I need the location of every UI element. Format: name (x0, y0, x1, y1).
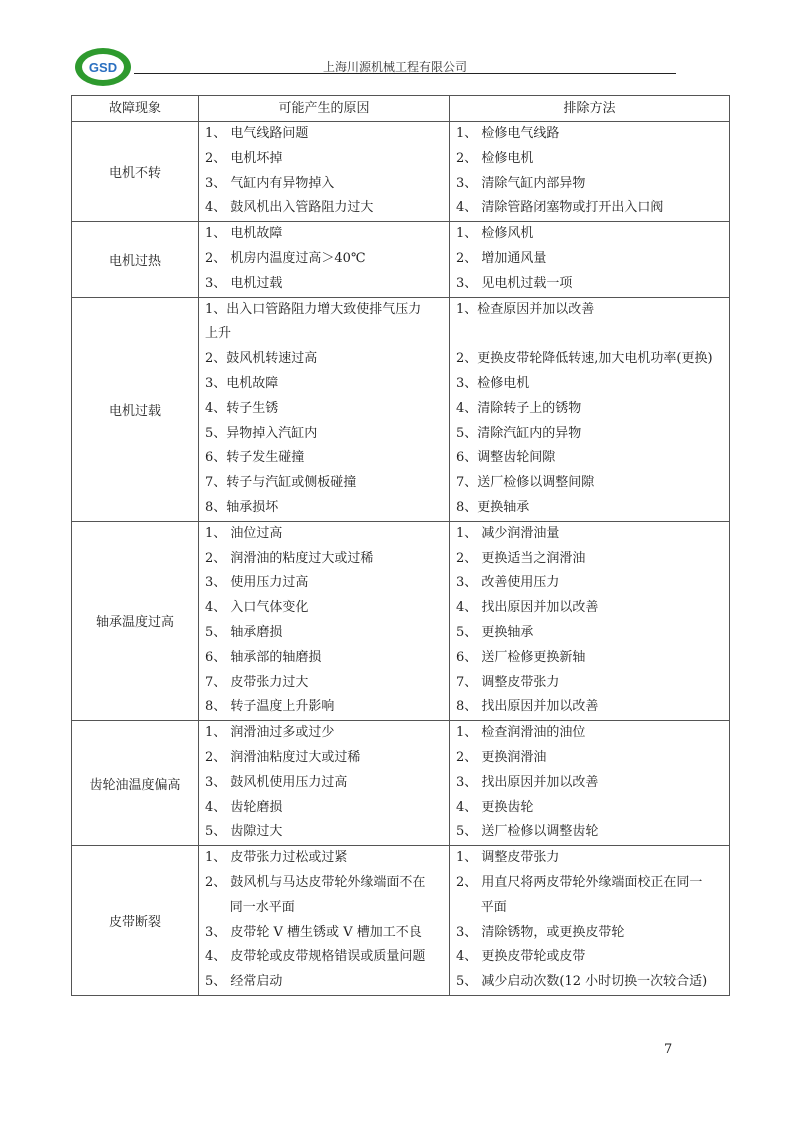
table-row (72, 721, 730, 846)
cause-cell (199, 222, 450, 297)
cause-item: 6、 轴承部的轴磨损 (205, 649, 322, 665)
remedy-item: 7、 调整皮带张力 (456, 674, 560, 690)
remedy-item: 2、 更换适当之润滑油 (456, 550, 586, 566)
cause-item: 2、 润滑油的粘度过大或过稀 (205, 550, 374, 566)
remedy-item: 4、 更换皮带轮或皮带 (456, 949, 586, 965)
remedy-item: 5、 送厂检修以调整齿轮 (456, 824, 599, 840)
remedy-item: 3、 清除锈物，或更换皮带轮 (456, 924, 625, 940)
cause-cell (199, 122, 450, 222)
cause-cell (199, 521, 450, 720)
table-row (72, 222, 730, 297)
cause-item: 7、 皮带张力过大 (205, 674, 309, 690)
remedy-cell (450, 521, 730, 720)
remedy-item: 1、检查原因并加以改善 (456, 301, 595, 317)
remedy-item: 8、更换轴承 (456, 499, 530, 515)
cause-item: 3、 气缸内有异物掉入 (205, 175, 335, 191)
remedy-item: 1、 检查润滑油的油位 (456, 725, 586, 741)
remedy-item: 6、 送厂检修更换新轴 (456, 649, 586, 665)
cause-item: 2、 润滑油粘度过大或过稀 (205, 749, 361, 765)
remedy-item: 1、 检修电气线路 (456, 126, 560, 141)
cause-item: 2、 电机坏掉 (205, 150, 283, 166)
cause-cell (199, 297, 450, 521)
remedy-item: 5、 减少启动次数(12 小时切换一次较合适) (456, 974, 708, 990)
cause-item: 7、转子与汽缸或侧板碰撞 (205, 475, 357, 491)
cause-item: 4、 齿轮磨损 (205, 799, 283, 815)
remedy-item: 4、清除转子上的锈物 (456, 400, 582, 416)
symptom-cell: 电机不转 (72, 122, 199, 222)
remedy-item: 4、 清除管路闭塞物或打开出入口阀 (456, 200, 664, 216)
remedy-item: 3、检修电机 (456, 375, 530, 391)
cause-item: 2、鼓风机转速过高 (205, 351, 318, 367)
troubleshooting-table (71, 95, 730, 996)
remedy-item: 2、 检修电机 (456, 150, 534, 166)
header-rule (134, 73, 676, 74)
remedy-item: 5、清除汽缸内的异物 (456, 425, 582, 441)
remedy-item: 1、 检修风机 (456, 226, 534, 242)
cause-item: 5、 轴承磨损 (205, 624, 283, 640)
remedy-item: 3、 清除气缸内部异物 (456, 175, 586, 191)
symptom-cell: 皮带断裂 (72, 846, 199, 996)
symptom-cell: 齿轮油温度偏高 (72, 721, 199, 846)
cause-item: 8、 转子温度上升影响 (205, 699, 335, 715)
remedy-item: 2、更换皮带轮降低转速,加大电机功率(更换) (456, 351, 713, 367)
column-header-cause: 可能产生的原因 (199, 96, 450, 122)
remedy-item: 4、 找出原因并加以改善 (456, 600, 599, 616)
cause-item: 8、轴承损坏 (205, 499, 279, 515)
cause-item: 1、 电气线路问题 (205, 126, 309, 141)
cause-item: 5、 齿隙过大 (205, 824, 283, 840)
cause-item: 2、 鼓风机与马达皮带轮外缘端面不在 (205, 874, 426, 890)
table-header-row (72, 96, 730, 122)
table-row (72, 846, 730, 996)
table-row (72, 297, 730, 521)
cause-cell (199, 846, 450, 996)
remedy-item: 3、 改善使用压力 (456, 575, 560, 591)
cause-cell (199, 721, 450, 846)
cause-item: 1、出入口管路阻力增大致使排气压力 (205, 301, 422, 317)
remedy-item (456, 322, 729, 347)
remedy-item: 4、 更换齿轮 (456, 799, 534, 815)
remedy-cell (450, 721, 730, 846)
remedy-item: 3、 见电机过载一项 (456, 275, 573, 291)
logo-text: GSD (88, 60, 118, 75)
cause-item: 4、 皮带轮或皮带规格错误或质量问题 (205, 949, 426, 965)
remedy-item: 1、 调整皮带张力 (456, 850, 560, 866)
remedy-item: 6、调整齿轮间隙 (456, 450, 556, 466)
cause-item: 2、 机房内温度过高＞40℃ (205, 250, 366, 266)
cause-item: 3、电机故障 (205, 375, 279, 391)
remedy-cell (450, 297, 730, 521)
company-logo (74, 47, 132, 87)
column-header-remedy: 排除方法 (450, 96, 730, 122)
company-name: 上海川源机械工程有限公司 (322, 60, 467, 74)
cause-item: 4、 入口气体变化 (205, 600, 309, 616)
cause-item: 1、 电机故障 (205, 226, 283, 242)
page-number: 7 (664, 1042, 673, 1057)
cause-item: 5、异物掉入汽缸内 (205, 425, 318, 441)
remedy-item: 5、 更换轴承 (456, 624, 534, 640)
remedy-item: 8、 找出原因并加以改善 (456, 699, 599, 715)
remedy-cell (450, 222, 730, 297)
cause-item: 3、 电机过载 (205, 275, 283, 291)
remedy-item: 1、 减少润滑油量 (456, 525, 560, 541)
remedy-item: 2、 用直尺将两皮带轮外缘端面校正在同一 (456, 874, 703, 890)
symptom-cell: 电机过热 (72, 222, 199, 297)
symptom-cell: 轴承温度过高 (72, 521, 199, 720)
remedy-item: 3、 找出原因并加以改善 (456, 774, 599, 790)
cause-item: 5、 经常启动 (205, 974, 283, 990)
remedy-cell (450, 122, 730, 222)
remedy-cell (450, 846, 730, 996)
cause-item: 3、 皮带轮 V 槽生锈或 V 槽加工不良 (205, 924, 422, 940)
remedy-item: 7、送厂检修以调整间隙 (456, 475, 595, 491)
cause-item: 3、 鼓风机使用压力过高 (205, 774, 348, 790)
cause-item: 6、转子发生碰撞 (205, 450, 305, 466)
cause-item: 3、 使用压力过高 (205, 575, 309, 591)
cause-item: 1、 润滑油过多或过少 (205, 725, 335, 741)
remedy-item: 2、 更换润滑油 (456, 749, 547, 765)
cause-item: 上升 (205, 326, 232, 342)
column-header-symptom: 故障现象 (72, 96, 199, 122)
table-row (72, 521, 730, 720)
cause-item: 同一水平面 (205, 899, 295, 915)
symptom-cell: 电机过载 (72, 297, 199, 521)
table-row (72, 122, 730, 222)
cause-item: 4、转子生锈 (205, 400, 279, 416)
cause-item: 1、 油位过高 (205, 525, 283, 541)
cause-item: 1、 皮带张力过松或过紧 (205, 850, 348, 866)
remedy-item: 2、 增加通风量 (456, 250, 547, 266)
remedy-item: 平面 (456, 899, 507, 915)
cause-item: 4、 鼓风机出入管路阻力过大 (205, 200, 374, 216)
